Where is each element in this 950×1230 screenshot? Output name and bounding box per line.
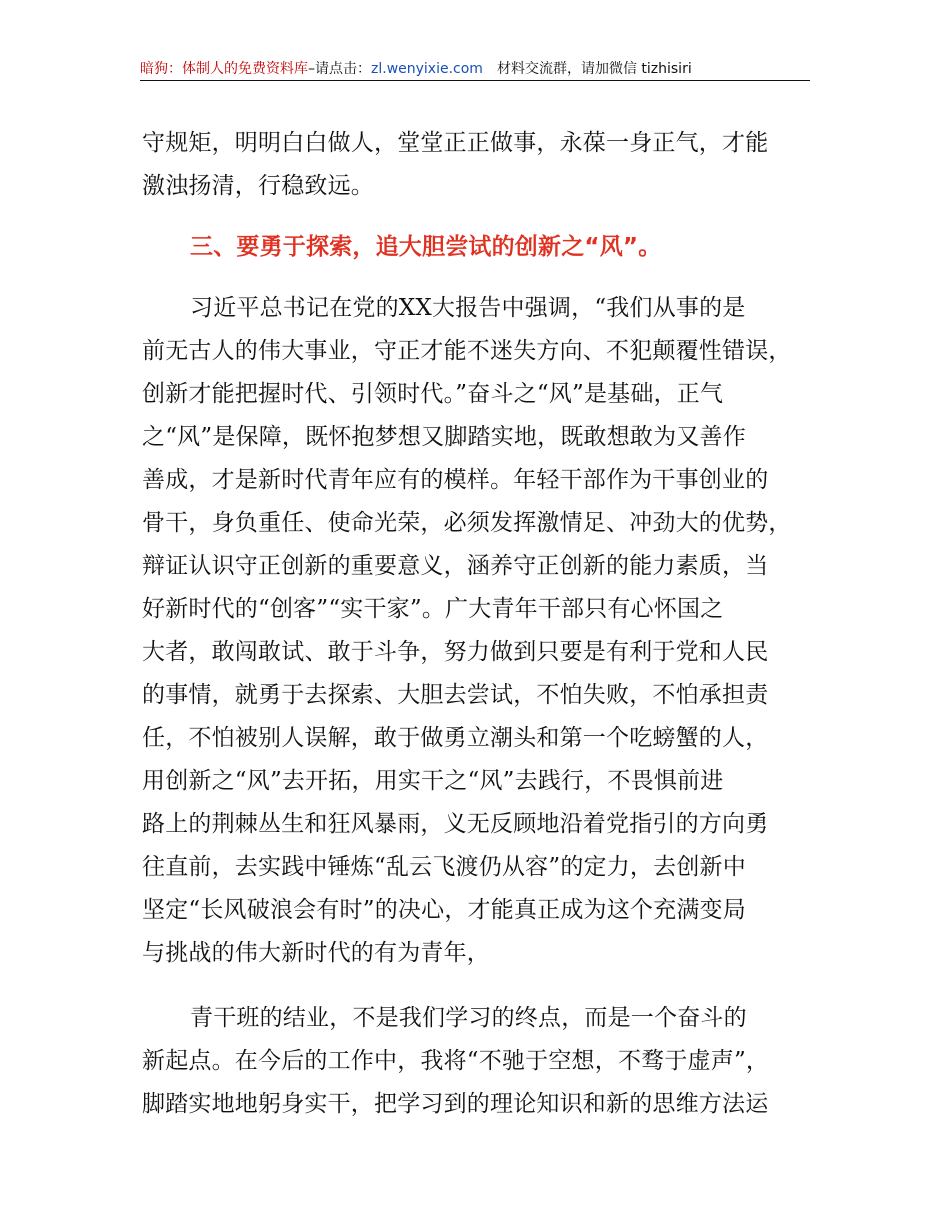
body-line: 的事情，就勇于去探索、大胆去尝试，不怕失败，不怕承担责 <box>142 682 769 708</box>
body-line: 辩证认识守正创新的重要意义，涵养守正创新的能力素质，当 <box>142 553 769 579</box>
body-line: 青干班的结业，不是我们学习的终点，而是一个奋斗的 <box>190 1005 747 1031</box>
body-line: 坚定“长风破浪会有时”的决心，才能真正成为这个充满变局 <box>142 897 746 923</box>
body-line: 与挑战的伟大新时代的有为青年， <box>142 940 490 966</box>
body-line: 之“风”是保障，既怀抱梦想又脚踏实地，既敢想敢为又善作 <box>142 424 746 450</box>
header-url-link[interactable]: zl.wenyixie.com <box>371 61 483 77</box>
header-rule <box>140 80 810 81</box>
body-line: 路上的荆棘丛生和狂风暴雨，义无反顾地沿着党指引的方向勇 <box>142 811 769 837</box>
body-line: 前无古人的伟大事业，守正才能不迷失方向、不犯颠覆性错误， <box>142 338 792 364</box>
body-line: 好新时代的“创客”“实干家”。广大青年干部只有心怀国之 <box>142 596 724 622</box>
body-line: 新起点。在今后的工作中，我将“不驰于空想，不骛于虚声”， <box>142 1048 770 1074</box>
body-line: 任，不怕被别人误解，敢于做勇立潮头和第一个吃螃蟹的人， <box>142 725 769 751</box>
body-line: 用创新之“风”去开拓，用实干之“风”去践行，不畏惧前进 <box>142 768 724 794</box>
body-line: 激浊扬清，行稳致远。 <box>142 173 374 199</box>
body-line: 习近平总书记在党的XX大报告中强调，“我们从事的是 <box>190 295 746 321</box>
section-heading: 三、要勇于探索，追大胆尝试的创新之“风”。 <box>190 234 662 260</box>
body-line: 骨干，身负重任、使命光荣，必须发挥激情足、冲劲大的优势， <box>142 510 792 536</box>
header-group-text: 材料交流群，请加微信 tizhisiri <box>496 61 692 77</box>
page-header <box>140 58 810 80</box>
body-line: 善成，才是新时代青年应有的模样。年轻干部作为干事创业的 <box>142 467 769 493</box>
body-line: 守规矩，明明白白做人，堂堂正正做事，永葆一身正气，才能 <box>142 130 769 156</box>
body-line: 脚踏实地地躬身实干，把学习到的理论知识和新的思维方法运 <box>142 1091 769 1117</box>
header-brand: 暗狗：体制人的免费资料库 <box>140 61 308 77</box>
header-click-prompt: –请点击： <box>308 61 371 77</box>
body-line: 往直前，去实践中锤炼“乱云飞渡仍从容”的定力，去创新中 <box>142 854 746 880</box>
body-line: 创新才能把握时代、引领时代。”奋斗之“风”是基础，正气 <box>142 381 724 407</box>
body-line: 大者，敢闯敢试、敢于斗争，努力做到只要是有利于党和人民 <box>142 639 769 665</box>
